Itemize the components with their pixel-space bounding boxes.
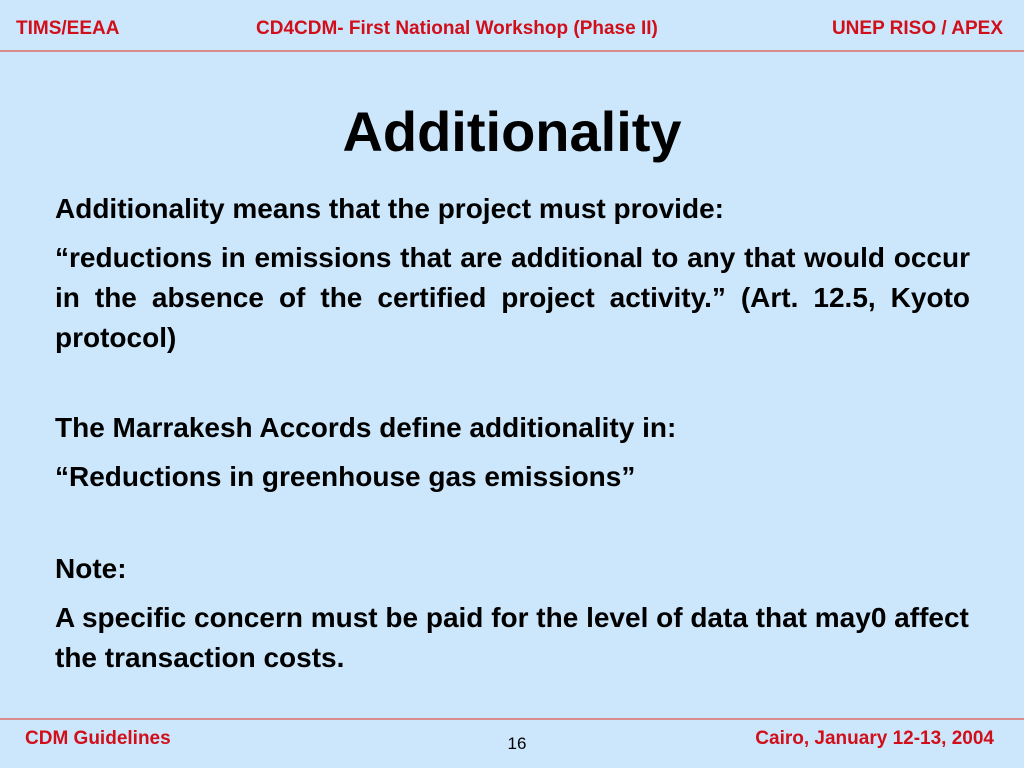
note-text: A specific concern must be paid for the level of data that may0 affect the transaction costs. bbox=[55, 602, 969, 673]
page-number: 16 bbox=[507, 734, 527, 753]
header-left: TIMS/EEAA bbox=[16, 18, 120, 39]
footer-right: Cairo, January 12-13, 2004 bbox=[755, 728, 994, 749]
header-center: CD4CDM- First National Workshop (Phase II) bbox=[256, 18, 658, 39]
header-right: UNEP RISO / APEX bbox=[831, 18, 1003, 39]
marrakesh-quote: “Reductions in greenhouse gas emissions” bbox=[55, 461, 636, 492]
footer-divider bbox=[0, 718, 1024, 720]
footer-left: CDM Guidelines bbox=[25, 728, 171, 749]
header-divider bbox=[0, 50, 1024, 52]
intro-text: Additionality means that the project must provide: bbox=[55, 193, 724, 224]
slide-title: Additionality bbox=[342, 100, 682, 163]
marrakesh-intro: The Marrakesh Accords define additionality in: bbox=[55, 412, 677, 443]
slide-body bbox=[55, 189, 970, 678]
kyoto-quote: “reductions in emissions that are additional to any that would occur in the absence of the certified project activity.” (Art. 12.5, Kyoto protocol) bbox=[55, 242, 970, 353]
note-label: Note: bbox=[55, 553, 127, 584]
